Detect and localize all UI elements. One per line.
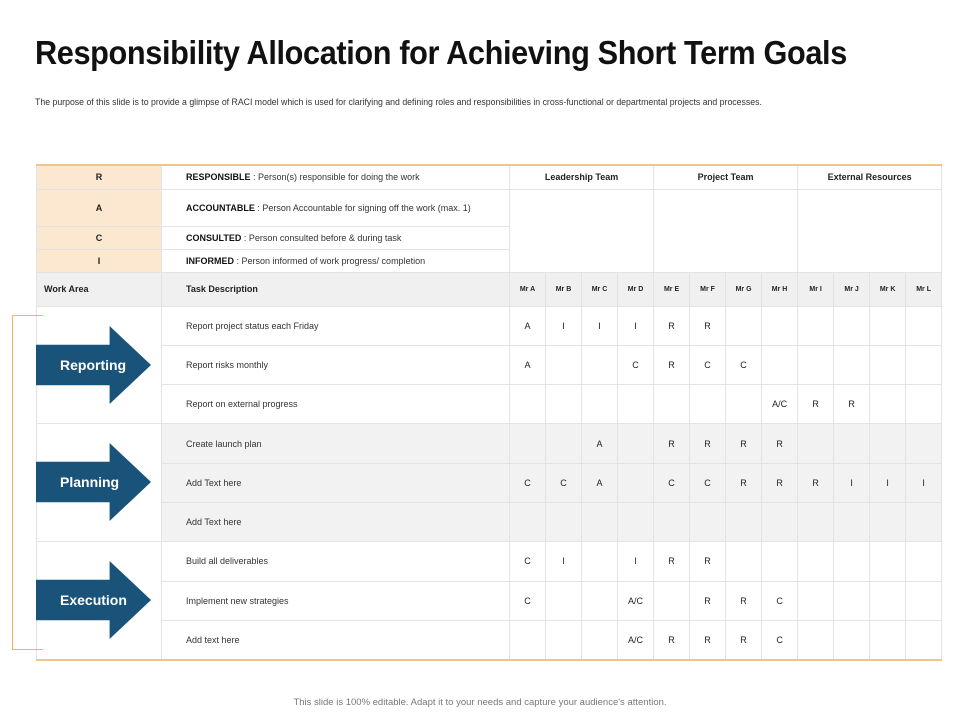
task-description-header: Task Description (162, 272, 510, 306)
page-subtitle: The purpose of this slide is to provide a glimpse of RACI model which is used for clarifying and defining roles and responsibilities in cross-functional or departmental projects and processes. (35, 97, 762, 107)
role-cell: I (834, 463, 870, 502)
role-cell: R (798, 385, 834, 424)
role-cell (546, 424, 582, 463)
role-cell: R (654, 620, 690, 659)
role-cell (582, 581, 618, 620)
task-row (37, 385, 942, 424)
role-cell (798, 345, 834, 384)
role-cell: R (726, 424, 762, 463)
legend-letter: C (37, 226, 162, 249)
role-cell (582, 542, 618, 581)
person-header: Mr I (798, 272, 834, 306)
task-description: Add text here (162, 620, 510, 659)
person-header: Mr B (546, 272, 582, 306)
role-cell (834, 424, 870, 463)
footer-note: This slide is 100% editable. Adapt it to your needs and capture your audience's attention. (293, 697, 667, 708)
legend-letter: A (37, 189, 162, 226)
task-row (37, 581, 942, 620)
role-cell: R (654, 542, 690, 581)
role-cell: I (870, 463, 906, 502)
role-cell (726, 385, 762, 424)
role-cell: R (654, 345, 690, 384)
role-cell: C (510, 542, 546, 581)
task-description: Build all deliverables (162, 542, 510, 581)
team-header-project: Project Team (654, 165, 798, 189)
role-cell: I (546, 306, 582, 345)
role-cell (510, 424, 546, 463)
role-cell: R (834, 385, 870, 424)
role-cell: C (654, 463, 690, 502)
role-cell (798, 502, 834, 541)
role-cell: C (762, 620, 798, 659)
role-cell: C (690, 345, 726, 384)
role-cell: C (690, 463, 726, 502)
role-cell (582, 385, 618, 424)
role-cell (870, 502, 906, 541)
role-cell: R (654, 306, 690, 345)
role-cell (870, 581, 906, 620)
role-cell: C (762, 581, 798, 620)
role-cell: R (726, 581, 762, 620)
role-cell (906, 620, 942, 659)
role-cell (654, 385, 690, 424)
role-cell: A (582, 424, 618, 463)
task-row (37, 424, 942, 463)
role-cell (546, 502, 582, 541)
legend-letter: R (37, 165, 162, 189)
team-header-external: External Resources (798, 165, 942, 189)
role-cell: A/C (618, 620, 654, 659)
legend-letter: I (37, 249, 162, 272)
role-cell: R (690, 306, 726, 345)
role-cell (870, 542, 906, 581)
raci-matrix (36, 164, 942, 661)
role-cell (906, 306, 942, 345)
role-cell (510, 502, 546, 541)
role-cell (834, 306, 870, 345)
role-cell (870, 306, 906, 345)
role-cell: I (618, 306, 654, 345)
legend-definition: ACCOUNTABLE : Person Accountable for signing off the work (max. 1) (162, 189, 510, 226)
work-area-header: Work Area (37, 272, 162, 306)
role-cell: I (906, 463, 942, 502)
role-cell: R (726, 463, 762, 502)
work-area-execution: Execution (60, 592, 127, 608)
role-cell (726, 542, 762, 581)
role-cell (654, 581, 690, 620)
page-title: Responsibility Allocation for Achieving Short Term Goals (35, 34, 847, 71)
role-cell (834, 581, 870, 620)
role-cell (582, 620, 618, 659)
role-cell (726, 502, 762, 541)
role-cell (546, 620, 582, 659)
person-header: Mr C (582, 272, 618, 306)
role-cell: R (690, 542, 726, 581)
role-cell (906, 542, 942, 581)
role-cell (726, 306, 762, 345)
role-cell (798, 620, 834, 659)
role-cell (834, 502, 870, 541)
role-cell (546, 345, 582, 384)
person-header: Mr D (618, 272, 654, 306)
task-row (37, 306, 942, 345)
role-cell (510, 620, 546, 659)
role-cell (906, 385, 942, 424)
team-blank-external (798, 189, 942, 272)
role-cell: I (582, 306, 618, 345)
role-cell (762, 345, 798, 384)
team-header-leadership: Leadership Team (510, 165, 654, 189)
work-area-reporting: Reporting (60, 357, 127, 373)
legend-definition: CONSULTED : Person consulted before & during task (162, 226, 510, 249)
role-cell (906, 581, 942, 620)
role-cell: I (618, 542, 654, 581)
role-cell (798, 306, 834, 345)
legend-row (37, 189, 942, 226)
person-header: Mr H (762, 272, 798, 306)
role-cell: R (762, 463, 798, 502)
task-rows (37, 306, 942, 660)
role-cell: R (690, 620, 726, 659)
role-cell: A/C (762, 385, 798, 424)
person-header: Mr F (690, 272, 726, 306)
role-cell (834, 542, 870, 581)
role-cell (798, 542, 834, 581)
role-cell (906, 345, 942, 384)
role-cell: R (762, 424, 798, 463)
role-cell: A (510, 306, 546, 345)
role-cell: R (726, 620, 762, 659)
task-description: Create launch plan (162, 424, 510, 463)
legend-row (37, 165, 942, 189)
work-area-planning: Planning (60, 474, 120, 490)
role-cell (834, 620, 870, 659)
role-cell: R (690, 581, 726, 620)
person-header: Mr A (510, 272, 546, 306)
person-header: Mr L (906, 272, 942, 306)
task-description: Report on external progress (162, 385, 510, 424)
role-cell (870, 620, 906, 659)
role-cell (582, 345, 618, 384)
role-cell (906, 502, 942, 541)
role-cell: R (654, 424, 690, 463)
role-cell (618, 424, 654, 463)
task-description: Add Text here (162, 463, 510, 502)
role-cell: A (582, 463, 618, 502)
role-cell: R (798, 463, 834, 502)
role-cell (654, 502, 690, 541)
role-cell: C (618, 345, 654, 384)
task-description: Report risks monthly (162, 345, 510, 384)
role-cell (546, 385, 582, 424)
task-description: Implement new strategies (162, 581, 510, 620)
role-cell (762, 306, 798, 345)
person-header: Mr J (834, 272, 870, 306)
role-cell (762, 542, 798, 581)
role-cell (618, 385, 654, 424)
task-description: Report project status each Friday (162, 306, 510, 345)
task-row (37, 463, 942, 502)
role-cell (870, 385, 906, 424)
role-cell (762, 502, 798, 541)
role-cell: I (546, 542, 582, 581)
legend-definition: RESPONSIBLE : Person(s) responsible for doing the work (162, 165, 510, 189)
role-cell (690, 502, 726, 541)
role-cell: A (510, 345, 546, 384)
role-cell (582, 502, 618, 541)
task-row (37, 542, 942, 581)
task-row (37, 345, 942, 384)
role-cell (798, 581, 834, 620)
legend-definition: INFORMED : Person informed of work progress/ completion (162, 249, 510, 272)
role-cell (798, 424, 834, 463)
role-cell (510, 385, 546, 424)
person-header: Mr E (654, 272, 690, 306)
role-cell: C (510, 581, 546, 620)
task-row (37, 620, 942, 659)
person-header: Mr K (870, 272, 906, 306)
team-blank-leadership (510, 189, 654, 272)
role-cell (834, 345, 870, 384)
role-cell (618, 502, 654, 541)
role-cell (906, 424, 942, 463)
column-header-row (37, 272, 942, 306)
team-blank-project (654, 189, 798, 272)
task-description: Add Text here (162, 502, 510, 541)
role-cell (546, 581, 582, 620)
role-cell (618, 463, 654, 502)
role-cell: C (726, 345, 762, 384)
role-cell: C (510, 463, 546, 502)
person-header: Mr G (726, 272, 762, 306)
task-row (37, 502, 942, 541)
role-cell (870, 345, 906, 384)
role-cell (690, 385, 726, 424)
role-cell (870, 424, 906, 463)
role-cell: R (690, 424, 726, 463)
role-cell: A/C (618, 581, 654, 620)
role-cell: C (546, 463, 582, 502)
